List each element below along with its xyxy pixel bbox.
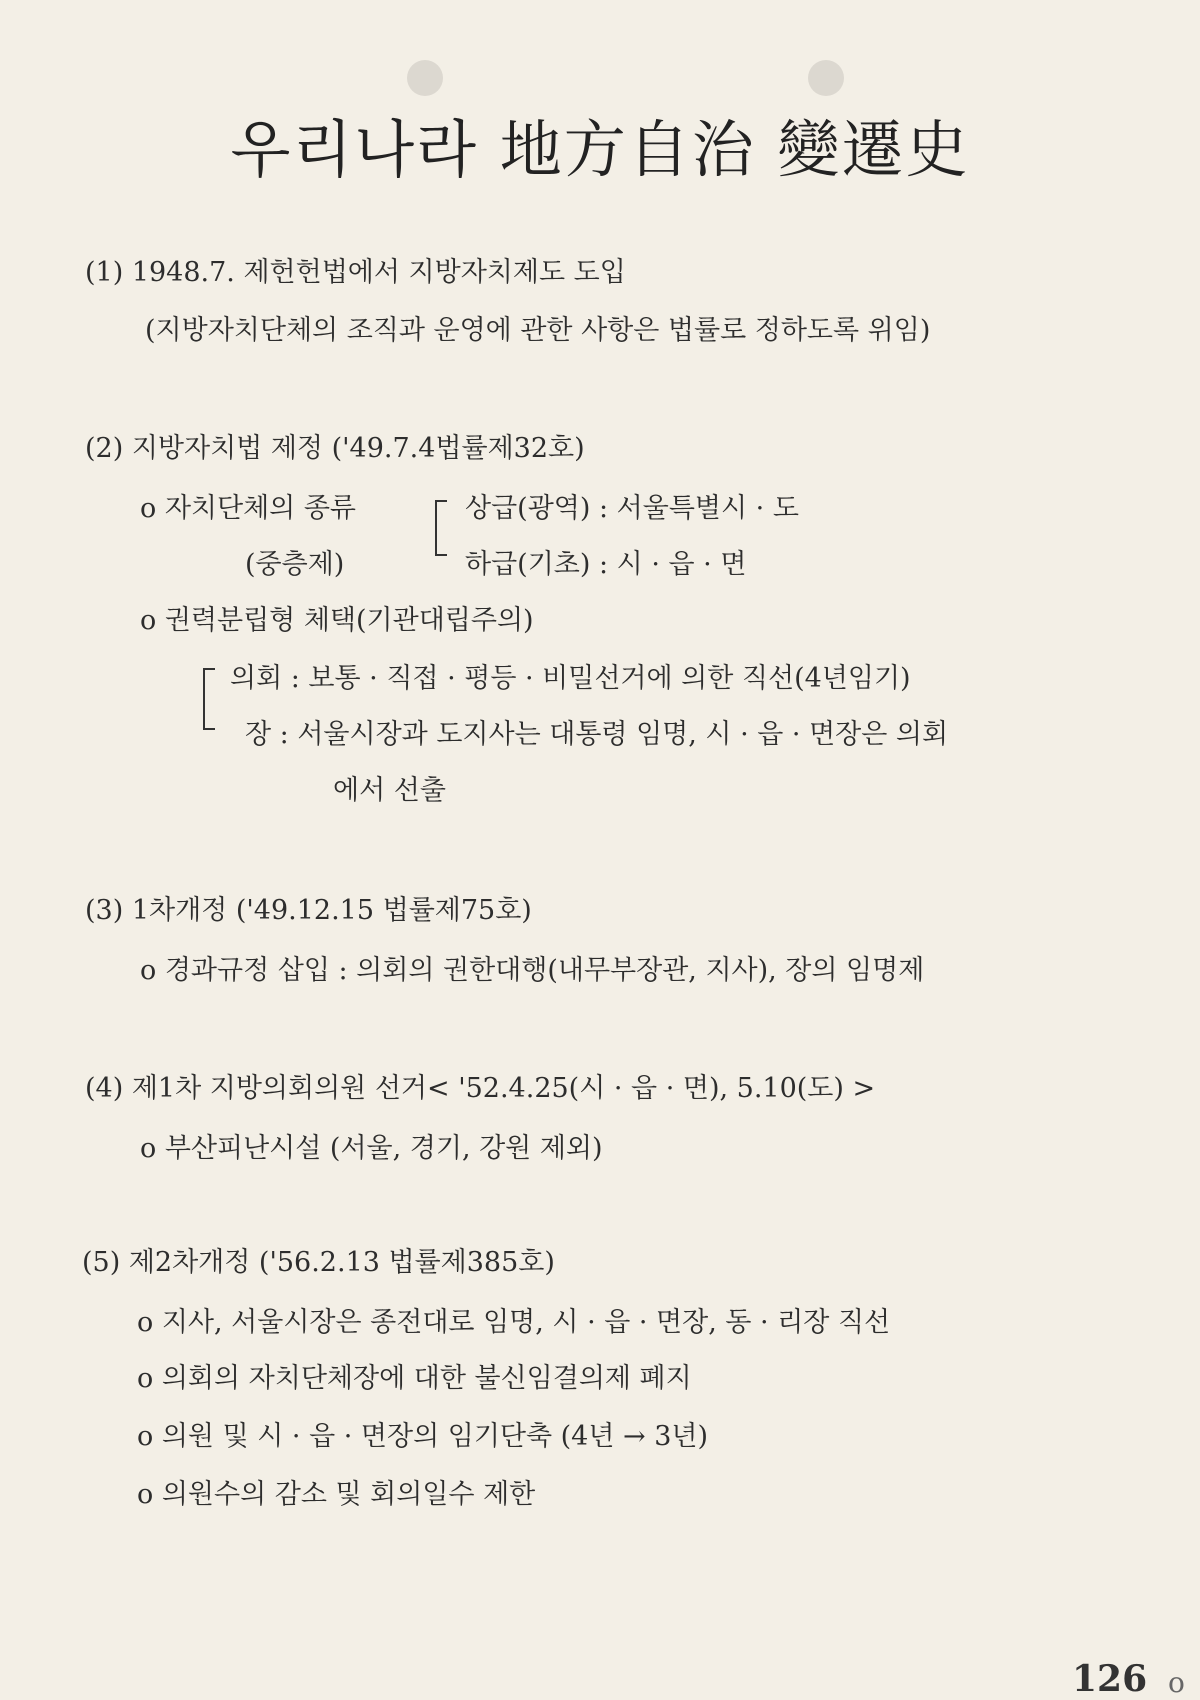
- corner-mark: o: [1168, 1666, 1185, 1699]
- section-5-bullet-2: o 의회의 자치단체장에 대한 불신임결의제 폐지: [137, 1363, 692, 1394]
- page-number: 126: [1072, 1658, 1148, 1700]
- section-4-heading: (4) 제1차 지방의회의원 선거< '52.4.25(시 · 읍 · 면), 5.10(도) >: [85, 1073, 876, 1104]
- section-2-types-sub: (중층제): [245, 549, 345, 580]
- page-title: 우리나라 地方自治 變遷史: [230, 113, 970, 186]
- section-1-note: (지방자치단체의 조직과 운영에 관한 사항은 법률로 정하도록 위임): [145, 315, 931, 346]
- section-3-heading: (3) 1차개정 ('49.12.15 법률제75호): [85, 895, 532, 926]
- section-4-bullet: o 부산피난시설 (서울, 경기, 강원 제외): [140, 1133, 603, 1164]
- punch-hole-left: [407, 60, 443, 96]
- section-1-heading: (1) 1948.7. 제헌헌법에서 지방자치제도 도입: [85, 257, 626, 288]
- bracket-types: [435, 500, 447, 556]
- section-2-bullet-types: o 자치단체의 종류: [140, 493, 356, 524]
- section-2-head: 장 : 서울시장과 도지사는 대통령 임명, 시 · 읍 · 면장은 의회: [245, 719, 949, 750]
- section-5-bullet-3: o 의원 및 시 · 읍 · 면장의 임기단축 (4년 → 3년): [137, 1421, 709, 1452]
- section-5-bullet-1: o 지사, 서울시장은 종전대로 임명, 시 · 읍 · 면장, 동 · 리장 직선: [137, 1307, 891, 1338]
- section-2-bullet-separation: o 권력분립형 체택(기관대립주의): [140, 605, 534, 636]
- section-3-bullet: o 경과규정 삽입 : 의회의 권한대행(내무부장관, 지사), 장의 임명제: [140, 955, 925, 986]
- bracket-organs: [203, 668, 215, 730]
- section-5-heading: (5) 제2차개정 ('56.2.13 법률제385호): [82, 1247, 555, 1278]
- punch-hole-right: [808, 60, 844, 96]
- section-5-bullet-4: o 의원수의 감소 및 회의일수 제한: [137, 1479, 536, 1510]
- section-2-council: 의회 : 보통 · 직접 · 평등 · 비밀선거에 의한 직선(4년임기): [230, 663, 911, 694]
- section-2-head-cont: 에서 선출: [333, 775, 446, 806]
- section-2-upper-level: 상급(광역) : 서울특별시 · 도: [465, 493, 799, 524]
- section-2-lower-level: 하급(기초) : 시 · 읍 · 면: [465, 549, 747, 580]
- section-2-heading: (2) 지방자치법 제정 ('49.7.4법률제32호): [85, 433, 585, 464]
